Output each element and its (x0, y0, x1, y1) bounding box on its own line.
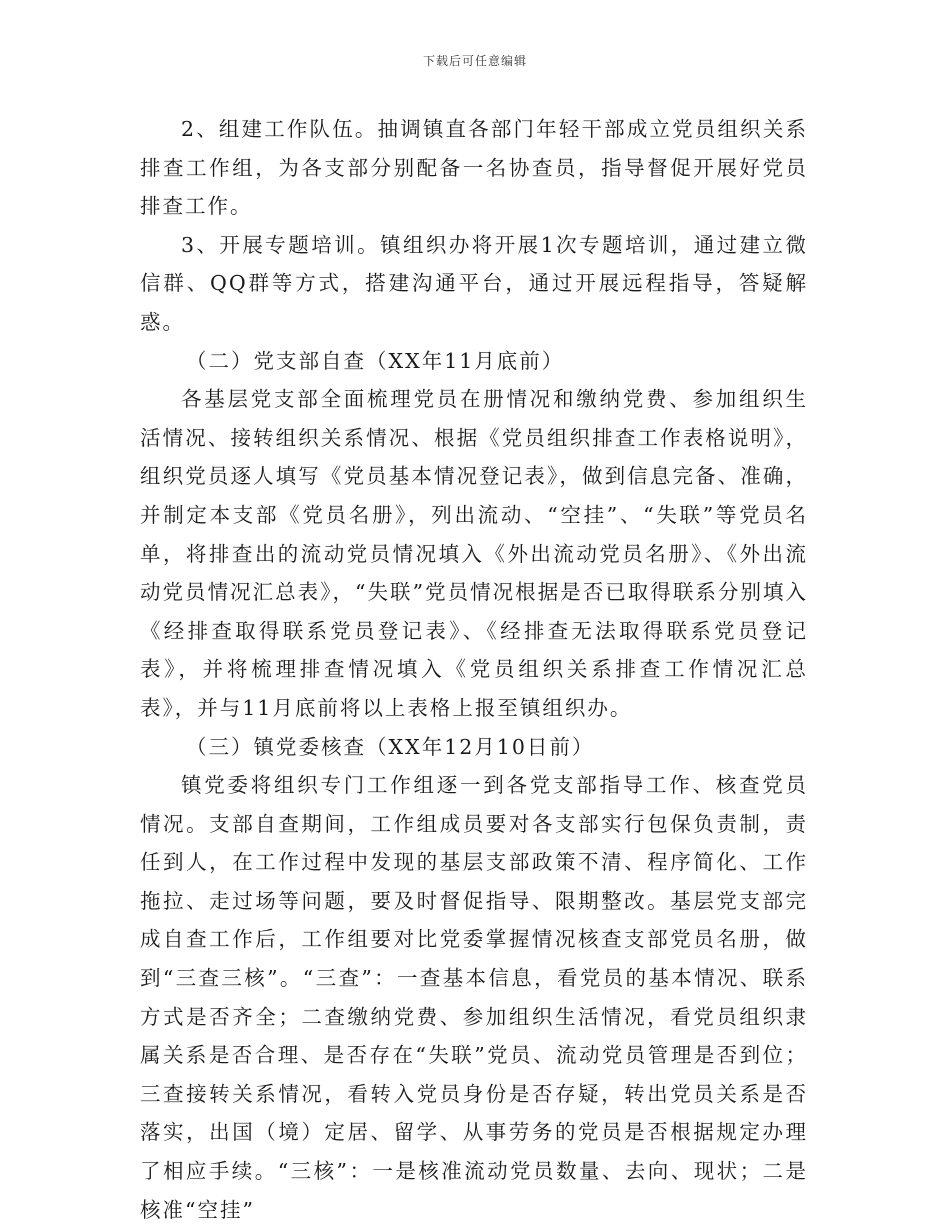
paragraph-training: 3、开展专题培训。镇组织办将开展1次专题培训，通过建立微信群、QQ群等方式，搭建沟通平台，通过开展远程指导，答疑解惑。 (140, 232, 808, 334)
page-header-note: 下载后可任意编辑 (422, 54, 527, 68)
document-body (140, 110, 808, 1229)
paragraph-self-check: 各基层党支部全面梳理党员在册情况和缴纳党费、参加组织生活情况、接转组织关系情况、根据《党员组织排查工作表格说明》，组织党员逐人填写《党员基本情况登记表》，做到信息完备、准确，并制定本支部《党员名册》，列出流动、“空挂”、“失联”等党员名单，将排查出的流动党员情况填入《外出流动党员名册》、《外出流动党员情况汇总表》，“失联”党员情况根据是否已取得联系分别填入《经排查取得联系党员登记表》、《经排查无法取得联系党员登记表》，并将梳理排查情况填入《党员组织关系排查工作情况汇总表》，并与11月底前将以上表格上报至镇组织办。 (140, 387, 808, 720)
section-heading-committee-review: （三）镇党委核查（XX年12月10日前） (186, 734, 595, 759)
paragraph-team-building: 2、组建工作队伍。抽调镇直各部门年轻干部成立党员组织关系排查工作组，为各支部分别配备一名协查员，指导督促开展好党员排查工作。 (140, 117, 808, 219)
paragraph-committee-review: 镇党委将组织专门工作组逐一到各党支部指导工作、核查党员情况。支部自查期间，工作组成员要对各支部实行包保负责制，责任到人，在工作过程中发现的基层支部政策不清、程序简化、工作拖拉、走过场等问题，要及时督促指导、限期整改。基层党支部完成自查工作后，工作组要对比党委掌握情况核查支部党员名册，做到“三查三核”。“三查”：一查基本信息，看党员的基本情况、联系方式是否齐全；二查缴纳党费、参加组织生活情况，看党员组织隶属关系是否合理、是否存在“失联”党员、流动党员管理是否到位；三查接转关系情况，看转入党员身份是否存疑，转出党员关系是否落实，出国（境）定居、留学、从事劳务的党员是否根据规定办理了相应手续。“三核”：一是核准流动党员数量、去向、现状；二是核准“空挂” (140, 773, 808, 1222)
section-heading-self-check: （二）党支部自查（XX年11月底前） (186, 348, 565, 373)
